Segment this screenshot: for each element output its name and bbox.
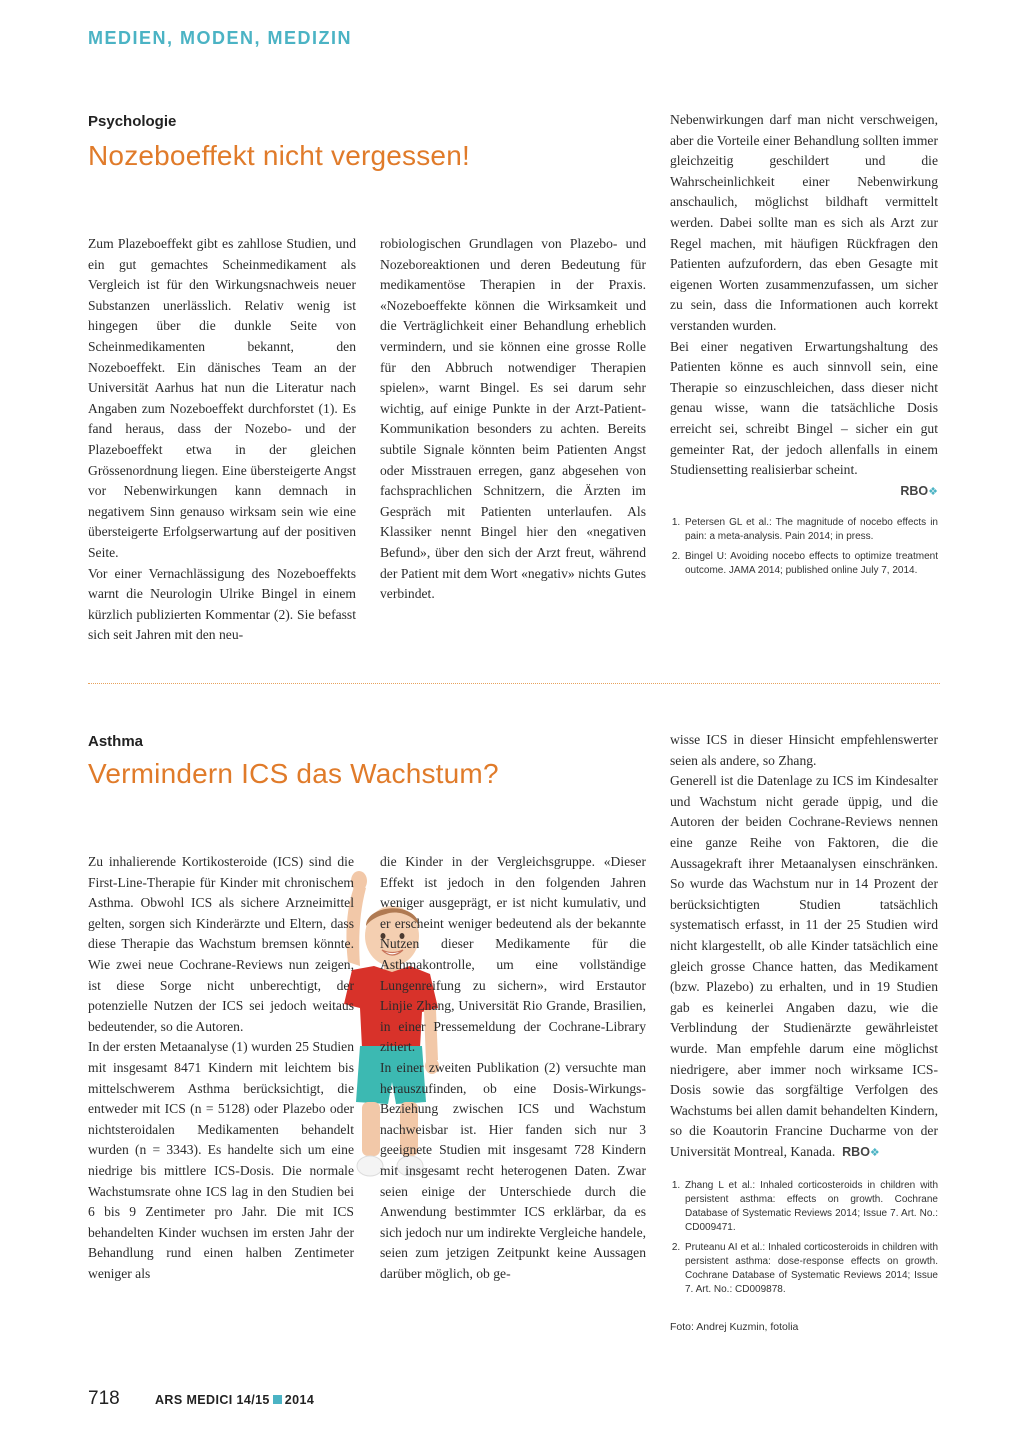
article1-ref-1: 1. Petersen GL et al.: The magnitude of nocebo effects in pain: a meta-analysis. Pain 2014; in press. — [683, 516, 938, 544]
footer-publication — [155, 1393, 314, 1407]
article2-kicker: Asthma — [88, 733, 144, 750]
article1-col1b-para: Vor einer Vernachlässigung des Nozeboeffekts warnt die Neurologin Ulrike Bingel in einem kürzlich publizierten Kommentar (2). Sie befasst sich seit Jahren mit den neu- — [88, 565, 356, 643]
page-number: 718 — [88, 1388, 120, 1409]
article2-column-1 — [88, 852, 354, 1284]
article1-column-2 — [380, 234, 646, 605]
section-header: MEDIEN, MODEN, MEDIZIN — [88, 28, 353, 48]
article2-col3b-para — [670, 771, 938, 1163]
article2-references — [670, 1179, 938, 1297]
article1-headline: Nozeboeffekt nicht vergessen! — [88, 140, 470, 171]
article2-col1b-para: In der ersten Metaanalyse (1) wurden 25 Studien mit insgesamt 8471 Kindern mit leichtem bis mittelschwerem Asthma berücksichtigt, die entweder mit ICS (n = 5128) oder Plazebo oder nichtsteroidalen Medikamenten behandelt wurden (n = 3343). Es handelte sich um eine niedrige bis mittlere ICS-Dosis. Die normale Wachstumsrate ohne ICS lag in den Studien bei 6 bis 9 Zentimeter pro Jahr. Die mit ICS behandelten Kinder wuchsen im ersten Jahr der Behandlung rund einen halben Zentimeter weniger als — [88, 1039, 354, 1281]
article-divider — [88, 683, 940, 684]
article1-col2-para: robiologischen Grundlagen von Plazebo- und Nozeboreaktionen und deren Bedeutung für medikamentöse Therapien in der Praxis. «Nozeboeffekte können die Wirksamkeit und die Verträglichkeit einer Behandlung erheblich vermindern, und sie können eine grosse Rolle für den Abbruch notwendiger Therapien spielen», warnt Bingel. Es sei darum sehr wichtig, auf einige Punkte in der Arzt-Patient-Kommunikation besonders zu achten. Bereits subtile Signale könnten beim Patienten Angst oder Misstrauen erregen, ganz abgesehen von fachsprachlichen Schnitzern, die Ärzten im Gespräch mit Patienten unterlaufen. Als Klassiker nennt Bingel hier den «negativen Befund», über den sich der Arzt freut, während der Patient mit dem Wort «negativ» nichts Gutes verbindet. — [380, 236, 646, 602]
article1-column-3 — [670, 110, 938, 584]
article2-col3a-para: wisse ICS in dieser Hinsicht empfehlenswerter seien als andere, so Zhang. — [670, 732, 938, 768]
article1-col3b-para: Bei einer negativen Erwartungshaltung des Patienten könne es auch sinnvoll sein, eine Therapie so einzuschleichen, dass dieser nicht genau wisse, wann die tatsächliche Dosis erreicht sei, schreibt Bingel – sicher ein gut gemeinter Rat, der jedoch allenfalls in einem Studiensetting realisierbar scheint. — [670, 338, 938, 478]
article1-col1-para: Zum Plazeboeffekt gibt es zahllose Studien, und ein gut gemachtes Scheinmedikament als Vergleich ist für den Wirkungsnachweis neuer Substanzen unerlässlich. Relativ wenig ist hingegen über die dunkle Seite von Scheinmedikamenten bekannt, den Nozeboeffekt. Ein dänisches Team an der Universität Aarhus hat nun die Literatur nach Angaben zum Nozeboeffekt durchforstet (1). Es fand heraus, dass der Nozebo- und der Plazeboeffekt etwa in der gleichen Grössenordnung liegen. Eine übersteigerte Angst vor Nebenwirkungen kann demnach in negativem Sinn genauso wirksam sein wie eine übersteigerte Erfolgserwartung auf der positiven Seite. — [88, 236, 356, 560]
article2-col3b-text: Generell ist die Datenlage zu ICS im Kindesalter und Wachstum nicht gerade üppig, und die Autoren der beiden Cochrane-Reviews nennen eine ganze Reihe von Faktoren, die die Aussagekraft ihrer Metaanalysen einschränken. So wurde das Wachstum nur in 14 Prozent der berücksichtigten Studien tatsächlich systematisch erfasst, in 11 der 25 Studien wird nicht klargestellt, ob alle Kinder tatsächlich eine gleich grosse Chance hatten, das Medikament (bzw. Plazebo) zu erhalten, und in 19 Studien gab es keinerlei Angaben dazu, wie die Verblindung der Studienärzte gewährleistet wurde. Man empfehle darum eine möglichst niedrigere, aber immer noch wirksame ICS-Dosis sowie das sorgfältige Verfolgen des Wachstums bei allen damit behandelten Kindern, so die Koautorin Francine Ducharme von der Universität Montreal, Kanada. — [670, 773, 938, 1159]
footer-year: 2014 — [284, 1393, 315, 1407]
article2-column-2 — [380, 852, 646, 1284]
article1-references — [670, 516, 938, 578]
article2-column-3 — [670, 730, 938, 1338]
article2-col2b-para: In einer zweiten Publikation (2) versuchte man herauszufinden, ob eine Dosis-Wirkungs-Beziehung zwischen ICS und Wachstum nachweisbar ist. Hier fanden sich nur 3 geeignete Studien mit insgesamt 728 Kindern mit insgesamt recht heterogenen Daten. Zwar seien einige der Unterschiede durch die Anwendung bestimmter ICS erklärbar, da es sich jedoch nur um indirekte Vergleiche handele, seien zum jetzigen Zeitpunkt keine Aussagen darüber möglich, ob ge- — [380, 1059, 646, 1281]
footer-journal: ARS MEDICI 14/15 — [155, 1393, 270, 1407]
article2-signature: RBO — [842, 1144, 870, 1159]
signature-mark-icon: ❖ — [869, 1146, 880, 1159]
article2-headline: Vermindern ICS das Wachstum? — [88, 758, 499, 789]
article2-col1-para: Zu inhalierende Kortikosteroide (ICS) sind die First-Line-Therapie für Kinder mit chronischem Asthma. Obwohl ICS als sichere Arzneimittel gelten, sorgen sich Kinderärzte und Eltern, dass diese Therapie das Wachstum bremsen könnte. Wie zwei neue Cochrane-Reviews nun zeigen, ist diese Sorge nicht unberechtigt, der potenzielle Nutzen der ICS sei jedoch weitaus bedeutender, so die Autoren. — [88, 854, 354, 1034]
article1-kicker: Psychologie — [88, 113, 177, 130]
article1-ref-2: 2. Bingel U: Avoiding nocebo effects to optimize treatment outcome. JAMA 2014; published online July 7, 2014. — [683, 550, 938, 578]
article1-signature-row — [670, 481, 938, 503]
square-bullet-icon — [273, 1395, 282, 1404]
article1-signature: RBO — [900, 483, 929, 498]
article2-ref-1: 1. Zhang L et al.: Inhaled corticosteroids in children with persistent asthma: effects on growth. Cochrane Database of Systematic Reviews 2014; Issue 7. Art. No.: CD009471. — [683, 1179, 938, 1235]
article1-column-1 — [88, 234, 356, 646]
photo-credit: Foto: Andrej Kuzmin, fotolia — [670, 1321, 799, 1334]
article2-ref-2: 2. Pruteanu AI et al.: Inhaled corticosteroids in children with persistent asthma: dose-response effects on growth. Cochrane Database of Systematic Reviews 2014; Issue 7. Art. No.: CD009878. — [683, 1241, 938, 1297]
article1-col3a-para: Nebenwirkungen darf man nicht verschweigen, aber die Vorteile einer Behandlung sollten immer gleichzeitig geschildert und die Wahrscheinlichkeit einer Nebenwirkung anschaulich, möglichst bildhaft vermittelt werden. Dabei sollte man es sich als Arzt zur Regel machen, mit häufigen Rückfragen den Patienten aufzufordern, das eben Gesagte mit eigenen Worten zusammenzufassen, um sicher zu sein, dass die Informationen auch korrekt verstanden wurden. — [670, 112, 938, 333]
article2-col2a-para: die Kinder in der Vergleichsgruppe. «Dieser Effekt ist jedoch in den folgenden Jahren weniger ausgeprägt, er ist nicht kumulativ, und er erscheint weniger bedeutend als der bekannte Nutzen dieser Medikamente für die Asthmakontrolle, um eine vollständige Lungenreifung zu sichern», wird Erstautor Linjie Zhang, Universität Rio Grande, Brasilien, in einer Pressemeldung der Cochrane-Library zitiert. — [380, 854, 646, 1055]
signature-mark-icon: ❖ — [928, 485, 938, 498]
